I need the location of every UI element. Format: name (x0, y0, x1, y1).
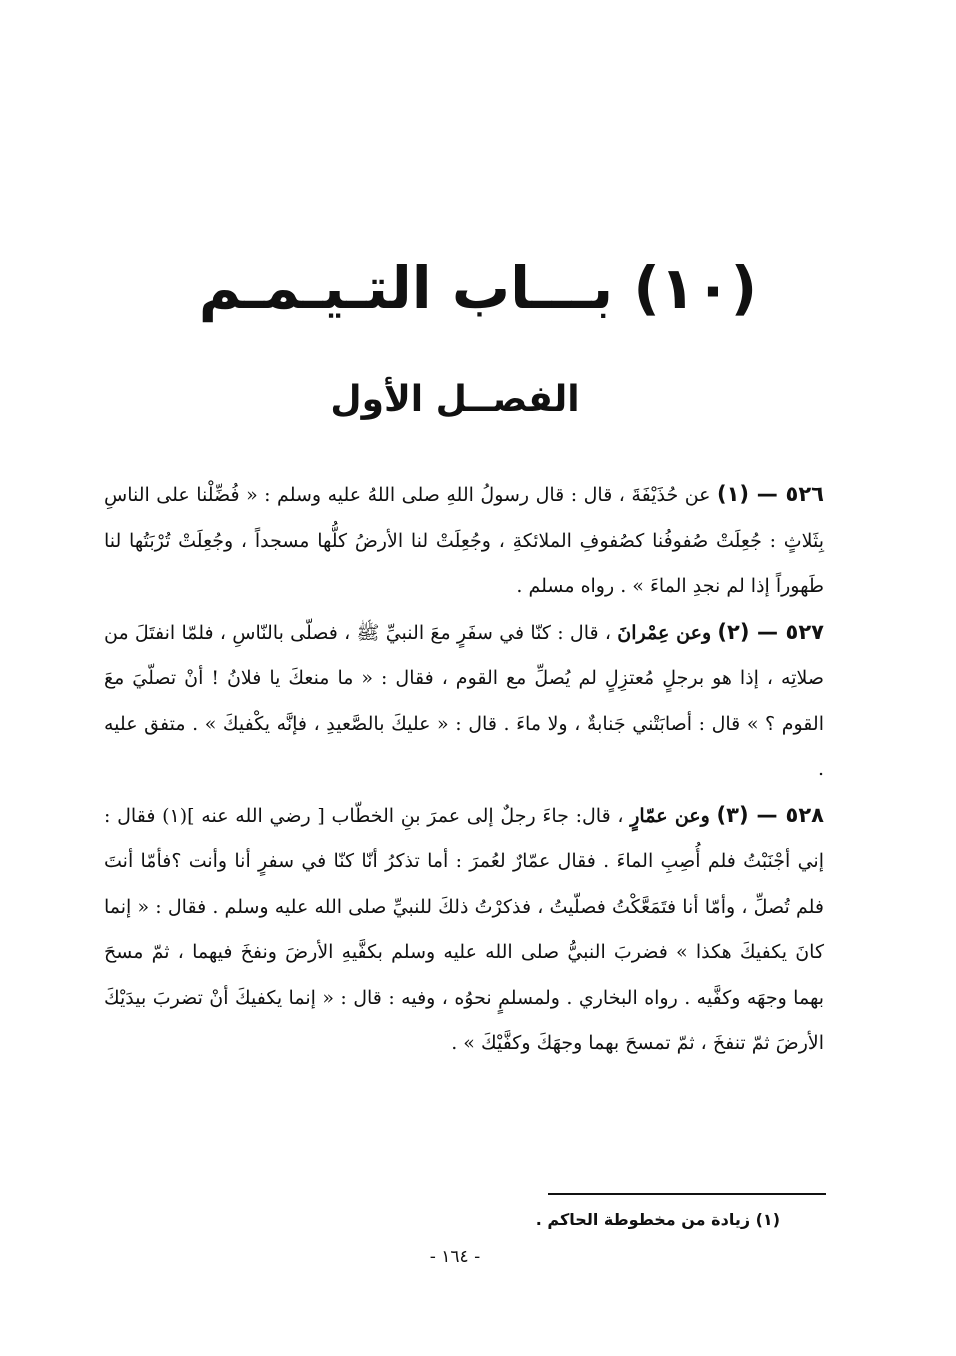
hadith-text: ، قال: جاءَ رجلٌ إلى عمرَ بنِ الخطّاب [ رضي الله عنه ](١) فقال : إني أجْنَبْتُ فلم أُصِبِ الماءَ . فقال عمّارٌ لعُمرَ : أما تذكرُ أنّا كنّا في سفرٍ أنا وأنت ؟فأمّا أنتَ فلم تُصلِّ ، وأمّا أنا فتَمَعَّكْتُ فصلّيتُ ، فذكرْتُ ذلكَ للنبيِّ صلى الله عليه وسلم . فقال : « إنما كانَ يكفيكَ هكذا » فضربَ النبيُّ صلى الله عليه وسلم بكفَّيهِ الأرضَ ونفخَ فيهما ، ثمّ مسحَ بهما وجهَه وكفَّيه . رواه البخاري . ولمسلمٍ نحوُه ، وفيه : قال : « إنما يكفيكَ أنْ تضربَ بيدَيْكَ الأرضَ ثمّ تنفخَ ، ثمّ تمسحَ بهما وجهَكَ وكفَّيْكَ » . (104, 804, 824, 1054)
hadith-narrator: وعن عِمْرانَ (617, 621, 712, 644)
hadith-number: ٥٢٨ — (٣) (716, 802, 824, 827)
chapter-title: (١٠) بـــاب التـيـمـم (198, 254, 758, 322)
hadith-527 (104, 610, 824, 793)
hadith-text: عن حُذَيْفَةَ ، قال : قال رسولُ اللهِ صلى اللهُ عليه وسلم : « فُضِّلْنا على الناسِ بِثَلاثٍ : جُعِلَتْ صُفوفُنا كصُفوفِ الملائكةِ ، وجُعِلَتْ لنا الأرضُ كلُّها مسجداً ، وجُعِلَتْ تُرْبَتُها لنا طَهوراً إذا لم نجدِ الماءَ » . رواه مسلم . (104, 484, 824, 597)
hadith-528 (104, 793, 824, 1067)
hadith-text: ، قال : كنّا في سفَرٍ معَ النبيِّ ﷺ ، فصلّى بالنّاسِ ، فلمّا انفتَلَ من صلاتِه ، إذا هو برجلٍ مُعتزِلٍ لم يُصلِّ مع القوم ، فقال : « ما منعكَ يا فلانُ ! أنْ تصلّيَ معَ القوم ؟ » قال : أصابَتْني جَنابةٌ ، ولا ماءَ . قال : « عليكَ بالصَّعيدِ ، فإنَّه يكْفيكَ » . متفق عليه . (104, 621, 824, 780)
footnote: (١) زيادة من مخطوطة الحاكم . (535, 1210, 780, 1229)
page-number: - ١٦٤ - (429, 1247, 481, 1267)
hadith-body (104, 472, 824, 1067)
footnote-divider (548, 1193, 826, 1195)
hadith-number: ٥٢٧ — (٢) (717, 619, 824, 644)
hadith-526 (104, 472, 824, 610)
hadith-narrator: وعن عمّارٍ (630, 804, 710, 827)
section-title: الفصــل الأول (330, 379, 580, 420)
hadith-number: ٥٢٦ — (١) (716, 482, 824, 506)
